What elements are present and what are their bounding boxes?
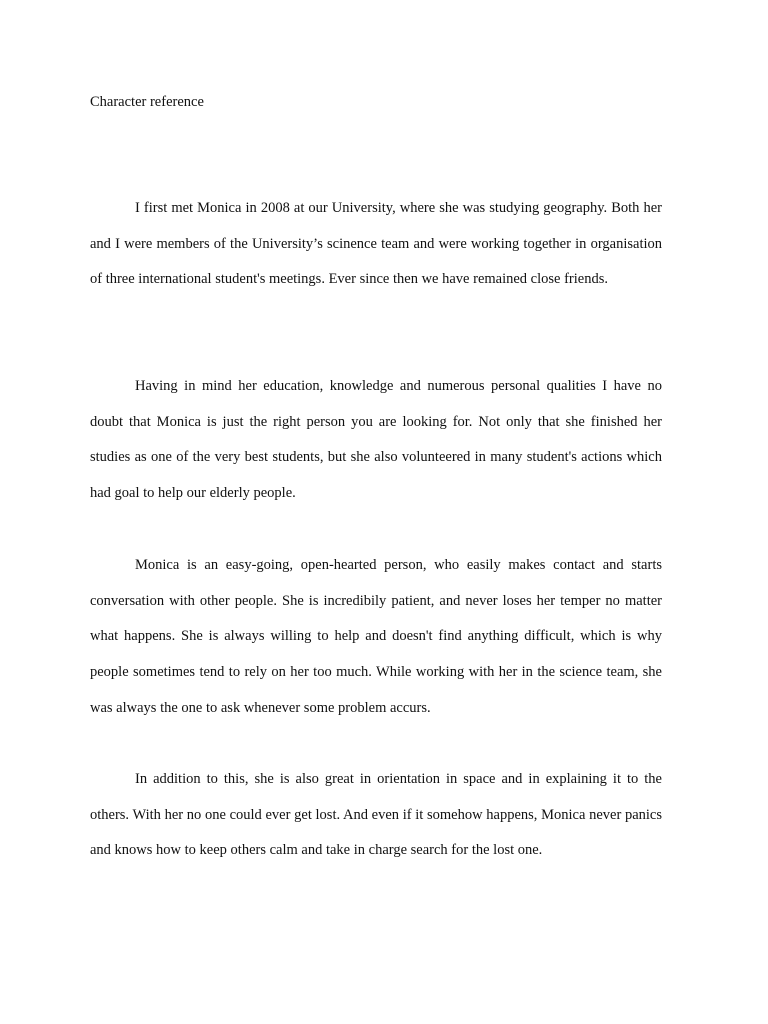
paragraph-first-meeting: I first met Monica in 2008 at our University, where she was studying geography. Both her and I were members of the University’s scinence team and were working together in organisation of three international student's meetings. Ever since then we have remained close friends.	[90, 200, 662, 288]
paragraph-education-qualities: Having in mind her education, knowledge and numerous personal qualities I have no doubt that Monica is just the right person you are looking for. Not only that she finished her studies as one of the very best students, but she also volunteered in many student's actions which had goal to help our elderly people.	[90, 378, 662, 502]
document-title: Character reference	[90, 94, 204, 110]
paragraph-orientation-skills: In addition to this, she is also great in orientation in space and in explaining it to the others. With her no one could ever get lost. And even if it somehow happens, Monica never panics and knows how to keep others calm and take in charge search for the lost one.	[90, 771, 662, 859]
paragraph-personality: Monica is an easy-going, open-hearted person, who easily makes contact and starts conversation with other people. She is incredibily patient, and never loses her temper no matter what happens. She is always willing to help and doesn't find anything difficult, which is why people sometimes tend to rely on her too much. While working with her in the science team, she was always the one to ask whenever some problem accurs.	[90, 557, 662, 716]
